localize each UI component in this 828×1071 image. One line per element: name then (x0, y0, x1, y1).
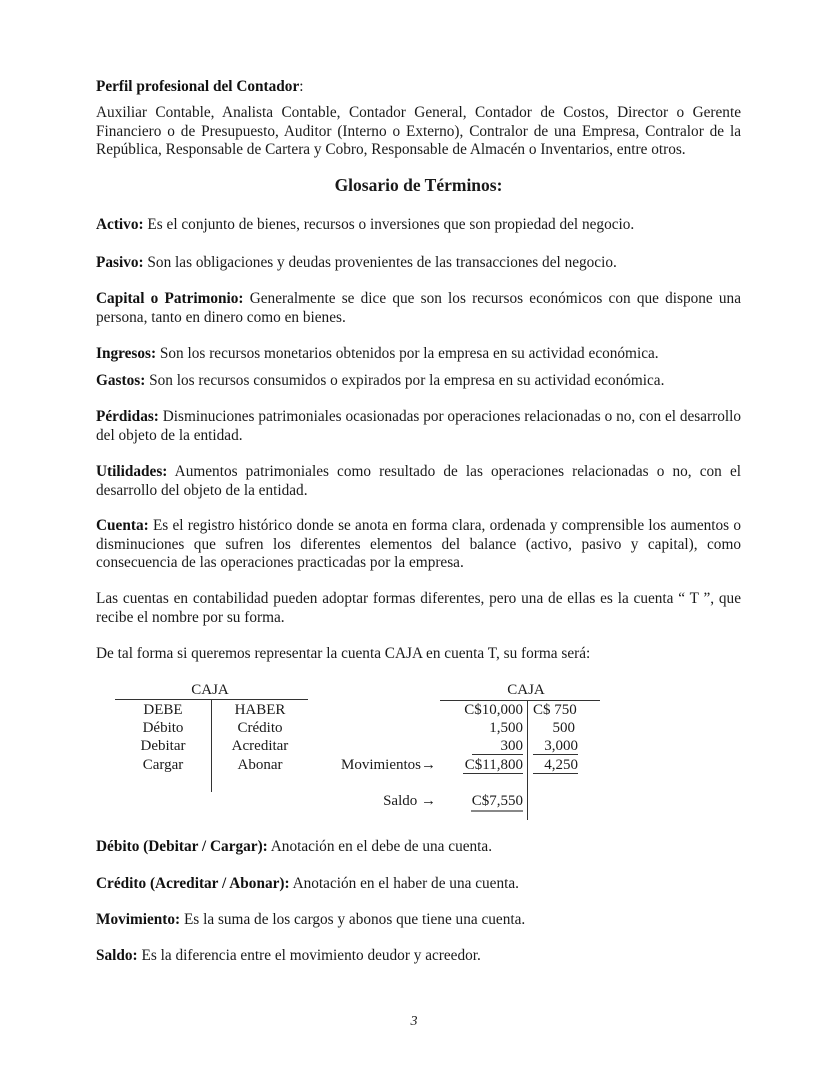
debit-label-2: Debitar (140, 738, 186, 754)
glossary-term-activo (96, 216, 741, 235)
term-definition: Es el registro histórico donde se anota en forma clara, ordenada y comprensible los aumentos o disminuciones que sufren los diferentes elementos del balance (activo, pasivo y capital), como consecuencia de las operaciones practicadas por la empresa. (96, 517, 741, 572)
profile-heading (96, 78, 741, 97)
credit-label-3: Abonar (237, 757, 283, 773)
debit-label-1: Débito (142, 720, 184, 736)
credit-amount-0: C$ 750 (533, 702, 577, 718)
balance-rule (471, 810, 523, 812)
glossary-term-capital (96, 290, 741, 327)
glossary-term-cuenta (96, 517, 741, 573)
profile-heading-text: Perfil profesional del Contador (96, 78, 300, 95)
definition-saldo (96, 947, 741, 966)
caja-intro: De tal forma si queremos representar la cuenta CAJA en cuenta T, su forma será: (96, 645, 591, 662)
definition-credito (96, 875, 741, 894)
movements-label: Movimientos→ (340, 757, 436, 773)
term-label: Ingresos: (96, 345, 157, 362)
term-label: Saldo: (96, 947, 138, 964)
term-label: Movimiento: (96, 911, 181, 928)
t-account-title: CAJA (191, 682, 229, 698)
definition-movimiento (96, 911, 741, 930)
term-definition: Son los recursos monetarios obtenidos por la empresa en su actividad económica. (159, 345, 659, 362)
movement-debit-total: C$11,800 (464, 757, 523, 773)
credit-subtotal-rule (533, 754, 578, 755)
glossary-title: Glosario de Términos: (334, 175, 503, 195)
definition-debito (96, 838, 741, 857)
term-label: Pasivo: (96, 254, 144, 271)
balance-value: C$7,550 (471, 793, 523, 809)
term-label: Pérdidas: (96, 408, 159, 425)
term-definition: Aumentos patrimoniales como resultado de las operaciones relacionadas o no, con el desarrollo del objeto de la entidad. (96, 463, 741, 499)
t-account-title: CAJA (507, 682, 545, 698)
t-account-intro: Las cuentas en contabilidad pueden adoptar formas diferentes, pero una de ellas es la cuenta “ T ”, que recibe el nombre por su forma. (96, 590, 741, 626)
profile-heading-colon: : (299, 78, 304, 95)
credit-label-1: Crédito (237, 720, 283, 736)
page-number: 3 (410, 1014, 418, 1029)
debit-subtotal-rule (472, 754, 523, 755)
movement-credit-total: 4,250 (544, 757, 578, 773)
term-label: Utilidades: (96, 463, 168, 480)
term-definition: Anotación en el debe de una cuenta. (270, 838, 493, 855)
debit-amount-0: C$10,000 (464, 702, 523, 718)
movement-credit-rule (533, 773, 578, 774)
term-label: Gastos: (96, 372, 146, 389)
glossary-term-gastos (96, 372, 741, 391)
term-definition: Es la suma de los cargos y abonos que tiene una cuenta. (183, 911, 526, 928)
term-label: Cuenta: (96, 517, 149, 534)
term-definition: Es la diferencia entre el movimiento deudor y acreedor. (141, 947, 481, 964)
glossary-term-ingresos (96, 345, 741, 364)
term-definition: Son los recursos consumidos o expirados por la empresa en su actividad económica. (149, 372, 665, 389)
term-label: Crédito (Acreditar / Abonar): (96, 875, 290, 892)
term-definition: Disminuciones patrimoniales ocasionadas por operaciones relacionadas o no, con el desarrollo del objeto de la entidad. (96, 408, 741, 444)
movement-debit-rule (463, 773, 523, 774)
profile-text: Auxiliar Contable, Analista Contable, Contador General, Contador de Costos, Director o Gerente Financiero o de Presupuesto, Auditor (Interno o Externo), Contralor de una Empresa, Contralor de la República, Responsable de Cartera y Cobro, Responsable de Almacén o Inventarios, entre otros. (96, 104, 741, 159)
debit-amount-2: 300 (500, 738, 523, 754)
balance-label: Saldo → (383, 793, 436, 809)
glossary-term-perdidas (96, 408, 741, 445)
debit-label-0: DEBE (143, 702, 183, 718)
term-definition: Anotación en el haber de una cuenta. (292, 875, 519, 892)
credit-label-0: HABER (234, 702, 286, 718)
term-label: Débito (Debitar / Cargar): (96, 838, 268, 855)
term-label: Capital o Patrimonio: (96, 290, 244, 307)
term-definition: Generalmente se dice que son los recursos económicos con que dispone una persona, tanto en dinero como en bienes. (96, 290, 741, 326)
credit-amount-1: 500 (552, 720, 575, 736)
credit-label-2: Acreditar (231, 738, 289, 754)
term-definition: Es el conjunto de bienes, recursos o inversiones que son propiedad del negocio. (147, 216, 635, 233)
glossary-term-pasivo (96, 254, 741, 273)
debit-label-3: Cargar (142, 757, 184, 773)
term-label: Activo: (96, 216, 144, 233)
t-account-vertical-line (527, 700, 528, 820)
term-definition: Son las obligaciones y deudas provenientes de las transacciones del negocio. (147, 254, 617, 271)
debit-amount-1: 1,500 (489, 720, 523, 736)
credit-amount-2: 3,000 (544, 738, 578, 754)
glossary-term-utilidades (96, 463, 741, 500)
